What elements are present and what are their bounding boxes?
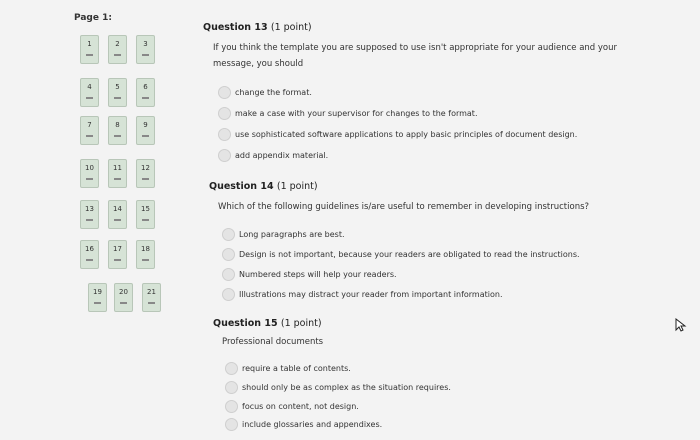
question-title xyxy=(203,22,312,33)
nav-tile-status-bar xyxy=(120,302,127,304)
nav-tile-17[interactable] xyxy=(108,240,127,269)
answer-option-label: Illustrations may distract your reader from important information. xyxy=(239,289,503,299)
nav-tile-7[interactable] xyxy=(80,116,99,145)
nav-tile-number: 7 xyxy=(87,121,92,129)
answer-option-label: change the format. xyxy=(235,87,312,97)
answer-option[interactable] xyxy=(225,399,359,413)
nav-tile-number: 10 xyxy=(85,164,94,172)
answer-option[interactable] xyxy=(218,148,328,162)
nav-tile-16[interactable] xyxy=(80,240,99,269)
radio-button[interactable] xyxy=(225,418,238,431)
radio-button[interactable] xyxy=(225,381,238,394)
radio-button[interactable] xyxy=(222,228,235,241)
answer-option[interactable] xyxy=(222,287,503,301)
nav-tile-status-bar xyxy=(148,302,155,304)
nav-tile-number: 16 xyxy=(85,245,94,253)
nav-tile-number: 2 xyxy=(115,40,120,48)
answer-option-label: focus on content, not design. xyxy=(242,401,359,411)
nav-tile-number: 4 xyxy=(87,83,92,91)
nav-tile-number: 19 xyxy=(93,288,102,296)
nav-tile-12[interactable] xyxy=(136,159,155,188)
nav-tile-21[interactable] xyxy=(142,283,161,312)
nav-tile-number: 1 xyxy=(87,40,92,48)
nav-tile-status-bar xyxy=(142,97,149,99)
answer-option-label: Long paragraphs are best. xyxy=(239,229,345,239)
nav-tile-number: 14 xyxy=(113,205,122,213)
answer-option[interactable] xyxy=(218,85,312,99)
radio-button[interactable] xyxy=(222,248,235,261)
question-title-text: Question 14 xyxy=(209,181,274,192)
nav-tile-3[interactable] xyxy=(136,35,155,64)
nav-tile-number: 21 xyxy=(147,288,156,296)
nav-tile-number: 6 xyxy=(143,83,148,91)
nav-tile-number: 9 xyxy=(143,121,148,129)
answer-option-label: make a case with your supervisor for changes to the format. xyxy=(235,108,478,118)
nav-tile-4[interactable] xyxy=(80,78,99,107)
nav-tile-number: 12 xyxy=(141,164,150,172)
answer-option[interactable] xyxy=(218,127,577,141)
nav-tile-number: 5 xyxy=(115,83,120,91)
question-points: (1 point) xyxy=(276,181,318,192)
nav-tile-status-bar xyxy=(142,259,149,261)
answer-option-label: should only be as complex as the situation requires. xyxy=(242,382,451,392)
nav-tile-number: 20 xyxy=(119,288,128,296)
answer-option[interactable] xyxy=(218,106,478,120)
nav-tile-status-bar xyxy=(86,54,93,56)
answer-option-label: use sophisticated software applications to apply basic principles of document design. xyxy=(235,129,578,139)
nav-tile-8[interactable] xyxy=(108,116,127,145)
nav-tile-number: 11 xyxy=(113,164,122,172)
nav-tile-status-bar xyxy=(94,302,101,304)
answer-option-label: require a table of contents. xyxy=(242,363,351,373)
answer-option[interactable] xyxy=(225,380,451,394)
nav-tile-status-bar xyxy=(114,97,121,99)
nav-tile-20[interactable] xyxy=(114,283,133,312)
nav-tile-number: 18 xyxy=(141,245,150,253)
question-title xyxy=(213,318,322,329)
question-title-text: Question 13 xyxy=(203,22,268,33)
radio-button[interactable] xyxy=(218,86,231,99)
nav-tile-number: 3 xyxy=(143,40,148,48)
question-points: (1 point) xyxy=(280,318,322,329)
radio-button[interactable] xyxy=(218,107,231,120)
nav-tile-2[interactable] xyxy=(108,35,127,64)
nav-tile-status-bar xyxy=(86,135,93,137)
nav-tile-11[interactable] xyxy=(108,159,127,188)
radio-button[interactable] xyxy=(225,362,238,375)
question-points: (1 point) xyxy=(270,22,312,33)
nav-tile-status-bar xyxy=(86,219,93,221)
radio-button[interactable] xyxy=(222,268,235,281)
nav-tile-status-bar xyxy=(142,54,149,56)
nav-tile-18[interactable] xyxy=(136,240,155,269)
nav-tile-number: 13 xyxy=(85,205,94,213)
page-label: Page 1: xyxy=(74,13,112,23)
nav-tile-15[interactable] xyxy=(136,200,155,229)
nav-tile-14[interactable] xyxy=(108,200,127,229)
radio-button[interactable] xyxy=(218,149,231,162)
question-prompt: Professional documents xyxy=(222,337,324,347)
nav-tile-status-bar xyxy=(86,178,93,180)
nav-tile-10[interactable] xyxy=(80,159,99,188)
nav-tile-6[interactable] xyxy=(136,78,155,107)
answer-option[interactable] xyxy=(225,361,351,375)
question-prompt: If you think the template you are supposed to use isn't appropriate for your audience and your message, you should xyxy=(213,43,618,69)
nav-tile-status-bar xyxy=(86,259,93,261)
nav-tile-status-bar xyxy=(114,259,121,261)
nav-tile-5[interactable] xyxy=(108,78,127,107)
nav-tile-status-bar xyxy=(114,54,121,56)
nav-tile-number: 8 xyxy=(115,121,120,129)
nav-tile-status-bar xyxy=(142,135,149,137)
nav-tile-status-bar xyxy=(142,178,149,180)
radio-button[interactable] xyxy=(218,128,231,141)
radio-button[interactable] xyxy=(222,288,235,301)
radio-button[interactable] xyxy=(225,400,238,413)
answer-option[interactable] xyxy=(222,247,580,261)
answer-option-label: Design is not important, because your readers are obligated to read the instructions. xyxy=(239,249,580,259)
nav-tile-status-bar xyxy=(114,135,121,137)
answer-option-label: Numbered steps will help your readers. xyxy=(239,269,397,279)
nav-tile-number: 17 xyxy=(113,245,122,253)
question-title xyxy=(209,181,318,192)
question-title-text: Question 15 xyxy=(213,318,278,329)
answer-option[interactable] xyxy=(222,227,345,241)
answer-option-label: add appendix material. xyxy=(235,150,329,160)
nav-tile-13[interactable] xyxy=(80,200,99,229)
answer-option[interactable] xyxy=(225,417,382,431)
nav-tile-9[interactable] xyxy=(136,116,155,145)
nav-tile-number: 15 xyxy=(141,205,150,213)
question-prompt: Which of the following guidelines is/are useful to remember in developing instructions? xyxy=(218,202,590,212)
nav-tile-19[interactable] xyxy=(88,283,107,312)
nav-tile-status-bar xyxy=(114,219,121,221)
nav-tile-1[interactable] xyxy=(80,35,99,64)
nav-tile-status-bar xyxy=(114,178,121,180)
answer-option[interactable] xyxy=(222,267,397,281)
mouse-pointer-icon xyxy=(674,318,688,332)
answer-option-label: include glossaries and appendixes. xyxy=(242,419,383,429)
nav-tile-status-bar xyxy=(142,219,149,221)
nav-tile-status-bar xyxy=(86,97,93,99)
